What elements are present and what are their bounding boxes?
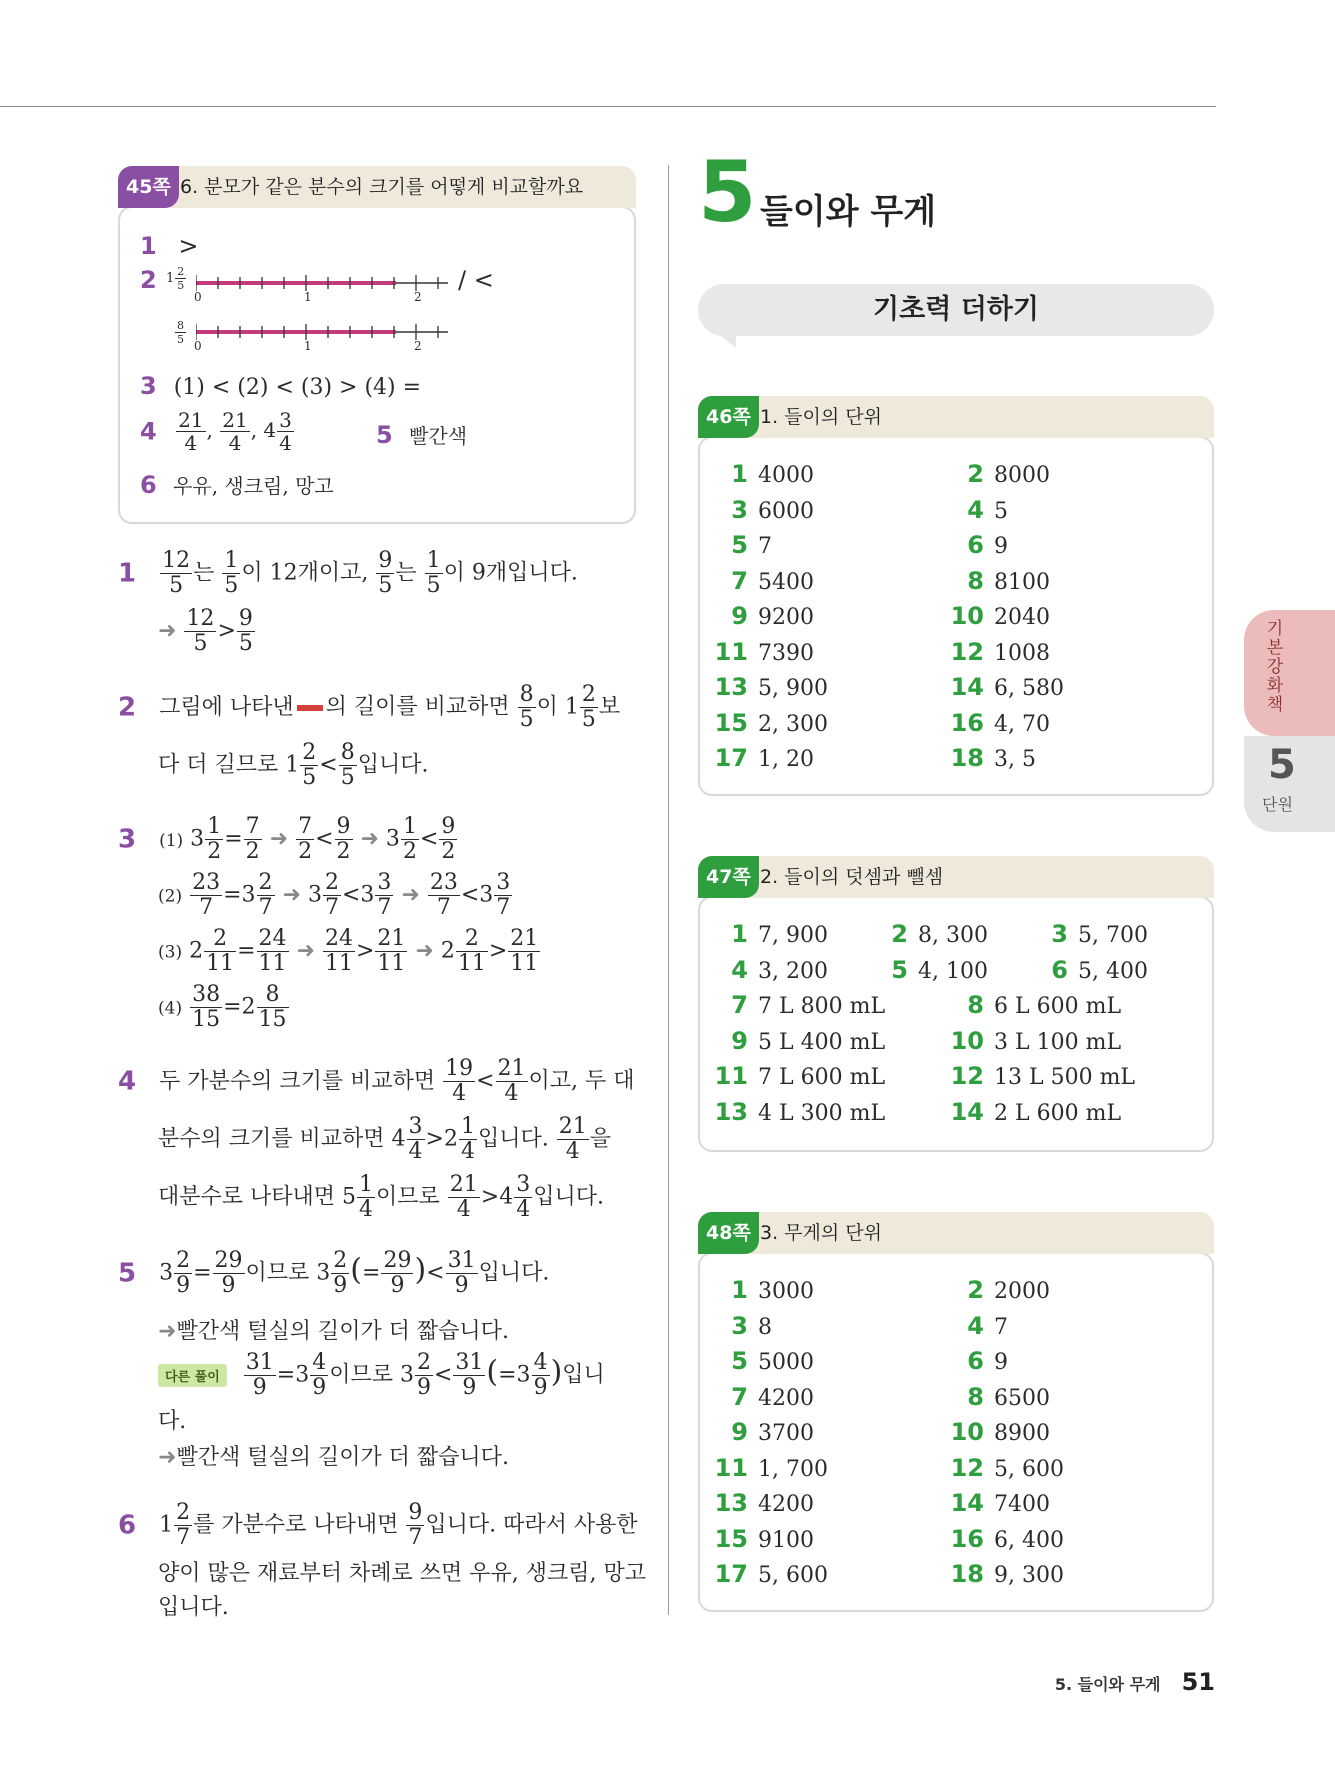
answer-item <box>708 1560 828 1588</box>
explanation-1-result: ➜ $\frac{12}{5}$ > $\frac{9}{5}$ <box>158 606 253 656</box>
explanation-4: 4 두 가분수의 크기를 비교하면 $\frac{19}{4}$ < $\frac{21}{4}$ 이고, 두 대 <box>118 1056 635 1106</box>
side-tab-book[interactable] <box>1244 610 1335 736</box>
top-rule <box>0 106 1216 107</box>
answer-item <box>944 1312 1008 1340</box>
answer-number: 4 <box>967 1311 984 1340</box>
tick-0b: 0 <box>194 339 202 353</box>
answer-item <box>708 991 885 1019</box>
answer-value: 6500 <box>994 1385 1050 1411</box>
answer-number: 14 <box>950 673 984 701</box>
answer-item <box>944 1560 1064 1588</box>
answer-value: 5 L 400 mL <box>758 1029 886 1055</box>
section-title: 기초력 더하기 <box>698 284 1214 336</box>
answer-number: 10 <box>950 1026 984 1055</box>
answer-number: 10 <box>950 1418 984 1446</box>
answer-item <box>708 1062 885 1090</box>
explanation-4-cont: 분수의 크기를 비교하면 4 $\frac{3}{4}$ >2 $\frac{1}{4}$ 입니다. $\frac{21}{4}$ 을 <box>158 1114 611 1164</box>
explanation-5-result: ➜빨간색 털실의 길이가 더 짧습니다. <box>158 1319 509 1344</box>
answer-item <box>708 531 772 559</box>
answer-2-suffix: / < <box>458 266 494 294</box>
answer-value: 7390 <box>758 640 814 666</box>
answer-item <box>868 956 988 984</box>
answer-item <box>708 496 814 524</box>
answer-item <box>708 1098 885 1126</box>
answer-value: 5, 600 <box>994 1456 1064 1482</box>
answer-item <box>944 531 1008 559</box>
answer-value: 3700 <box>758 1421 814 1446</box>
answer-number: 4 <box>731 955 748 984</box>
answer-item <box>944 991 1121 1019</box>
page-footer <box>1055 1668 1215 1696</box>
answer-value: 4200 <box>758 1385 814 1411</box>
answer-item <box>708 956 828 984</box>
answer-box-p45 <box>118 166 636 524</box>
box-title: 1. 들이의 단위 <box>760 406 882 428</box>
answer-number: 13 <box>714 1097 748 1126</box>
answer-number: 8 <box>967 991 984 1019</box>
answer-item <box>708 673 828 701</box>
answer-number: 3 <box>731 1311 748 1340</box>
answer-value: 9, 300 <box>994 1563 1064 1588</box>
answer-item <box>1028 956 1148 984</box>
numberline-1-label: 1 $\frac{2}{5}$ <box>166 265 185 292</box>
answer-number: 9 <box>731 1418 748 1446</box>
answer-value: 9100 <box>758 1527 814 1553</box>
answer-value: 3000 <box>758 1279 814 1304</box>
answer-number: 6 <box>1051 955 1068 984</box>
side-tab-unit[interactable] <box>1244 736 1335 832</box>
answer-number: 6 <box>967 531 984 559</box>
side-tab-label: 기본 강화책 <box>1266 619 1284 715</box>
answer-box-p47 <box>698 856 1214 1152</box>
answer-item <box>708 1383 814 1411</box>
box-title: 2. 들이의 덧셈과 뺄셈 <box>760 866 944 888</box>
answer-number: 1 <box>731 1276 748 1304</box>
answer-value: 13 L 500 mL <box>994 1065 1136 1090</box>
answer-item <box>944 1454 1064 1482</box>
answer-value: 6, 580 <box>994 676 1064 701</box>
answer-value: 4000 <box>758 463 814 488</box>
answer-value: 7 <box>758 534 772 559</box>
box-title: 3. 무게의 단위 <box>760 1222 882 1244</box>
answer-item <box>944 1525 1064 1553</box>
explanation-6: 6 1 $\frac{2}{7}$ 를 가분수로 나타내면 $\frac{9}{7}$ 입니다. 따라서 사용한 <box>118 1500 638 1550</box>
explanation-5-alt-result: ➜빨간색 털실의 길이가 더 짧습니다. <box>158 1445 509 1470</box>
page-number: 51 <box>1181 1668 1215 1696</box>
answer-value: 1, 700 <box>758 1456 828 1482</box>
answer-number: 11 <box>714 637 748 666</box>
answer-number: 14 <box>950 1489 984 1517</box>
answer-number: 7 <box>731 566 748 595</box>
answer-number: 13 <box>714 1489 748 1517</box>
answer-item <box>944 709 1050 737</box>
answer-value: 6 L 600 mL <box>994 994 1122 1019</box>
answer-item <box>708 1276 814 1304</box>
answer-number: 6 <box>967 1347 984 1375</box>
answer-number: 15 <box>714 708 748 737</box>
answer-number: 4 <box>967 495 984 524</box>
footer-title: 5. 들이와 무게 <box>1054 1675 1161 1694</box>
answer-value: 9 <box>994 1350 1008 1375</box>
answer-item <box>944 1098 1121 1126</box>
answer-number: 2 <box>891 920 908 948</box>
answer-number: 3 <box>1051 920 1068 948</box>
answer-item <box>708 1312 772 1340</box>
answer-item <box>708 1525 814 1553</box>
answer-item <box>944 638 1050 666</box>
answer-item <box>944 496 1008 524</box>
explanation-5-alt-cont: 다. <box>158 1409 187 1434</box>
answer-item <box>708 460 814 488</box>
answer-value: 7 L 800 mL <box>758 994 886 1019</box>
answer-number: 16 <box>950 1524 984 1553</box>
explanation-3-2: (2) $\frac{23}{7}$ =3 $\frac{2}{7}$ ➜ 3 $\frac{2}{7}$ <3 $\frac{3}{7}$ ➜ $\frac{23}{7}$ <3 $\frac{3}{7}$ <box>158 870 511 920</box>
tick-2b: 2 <box>414 339 422 353</box>
answer-number: 3 <box>731 495 748 524</box>
answer-4: 4 $\frac{21}{4}$ , $\frac{21}{4}$ , 4 $\frac{3}{4}$ <box>140 408 292 455</box>
box-title: 6. 분모가 같은 분수의 크기를 어떻게 비교할까요 <box>180 176 584 198</box>
answer-item <box>944 1347 1008 1375</box>
answer-number: 17 <box>714 1560 748 1588</box>
answer-box-header <box>118 166 636 208</box>
chapter-number: 5 <box>698 143 757 241</box>
answer-number: 13 <box>714 673 748 701</box>
answer-item <box>708 1454 828 1482</box>
answer-item <box>708 638 814 666</box>
answer-value: 4 L 300 mL <box>758 1100 886 1126</box>
page-badge: 45쪽 <box>118 166 179 208</box>
tick-1: 1 <box>304 290 312 304</box>
answer-value: 5, 900 <box>758 676 828 701</box>
answer-value: 4, 100 <box>918 958 988 984</box>
answer-item <box>944 460 1050 488</box>
answer-value: 7, 900 <box>758 923 828 948</box>
answer-item <box>708 602 814 630</box>
answer-number: 5 <box>731 1347 748 1375</box>
answer-value: 8900 <box>994 1421 1050 1446</box>
answer-number: 12 <box>950 1062 984 1090</box>
answer-number: 10 <box>950 602 984 630</box>
answer-item <box>708 1027 885 1055</box>
answer-box-header <box>698 856 1214 898</box>
explanation-3-3: (3) 2 $\frac{2}{11}$ = $\frac{24}{11}$ ➜ $\frac{24}{11}$ > $\frac{21}{11}$ ➜ 2 $\frac{2}{11}$ > $\frac{21}{11}$ <box>158 926 539 976</box>
explanation-6-cont: 양이 많은 재료부터 차례로 쓰면 우유, 생크림, 망고 <box>158 1561 646 1586</box>
answer-number: 2 <box>967 1276 984 1304</box>
answer-value: 2040 <box>994 605 1050 630</box>
answer-number: 8 <box>967 1382 984 1411</box>
answer-item <box>708 1489 814 1517</box>
answer-item <box>868 920 988 948</box>
answer-box-p46 <box>698 396 1214 796</box>
explanation-3-4: (4) $\frac{38}{15}$ =2 $\frac{8}{15}$ <box>158 982 287 1032</box>
page-badge: 48쪽 <box>698 1212 759 1254</box>
numberline-2-label: $\frac{8}{5}$ <box>177 319 184 346</box>
answer-number: 8 <box>967 566 984 595</box>
answer-number: 1 <box>731 920 748 948</box>
column-divider <box>668 165 669 1615</box>
answer-number: 1 <box>731 460 748 488</box>
answer-value: 5, 400 <box>1078 958 1148 984</box>
answer-value: 1008 <box>994 640 1050 666</box>
answer-value: 2, 300 <box>758 711 828 737</box>
answer-item <box>944 1276 1050 1304</box>
answer-item <box>708 744 814 772</box>
answer-item <box>944 602 1050 630</box>
answer-number: 7 <box>731 1382 748 1411</box>
answer-box-header <box>698 396 1214 438</box>
answer-number: 18 <box>950 1560 984 1588</box>
answer-item <box>944 567 1050 595</box>
answer-value: 3, 200 <box>758 958 828 984</box>
explanation-2: 2 그림에 나타낸 의 길이를 비교하면 $\frac{8}{5}$ 이 1 $\frac{2}{5}$ 보 <box>118 682 621 732</box>
answer-number: 5 <box>891 955 908 984</box>
explanation-1: 1 $\frac{12}{5}$ 는 $\frac{1}{5}$ 이 12개이고, $\frac{9}{5}$ 는 $\frac{1}{5}$ 이 9개입니다. <box>118 548 578 598</box>
answer-item <box>708 1347 814 1375</box>
answer-number: 17 <box>714 744 748 772</box>
answer-1: 1 > <box>140 232 199 260</box>
answer-item <box>708 567 814 595</box>
answer-number: 12 <box>950 637 984 666</box>
answer-number: 16 <box>950 708 984 737</box>
answer-item <box>944 673 1064 701</box>
answer-value: 5, 700 <box>1078 923 1148 948</box>
answer-value: 1, 20 <box>758 747 814 772</box>
explanation-4-cont2: 대분수로 나타내면 5 $\frac{1}{4}$ 이므로 $\frac{21}{4}$ >4 $\frac{3}{4}$ 입니다. <box>158 1172 604 1222</box>
answer-item <box>944 744 1036 772</box>
answer-value: 5400 <box>758 569 814 595</box>
tick-2: 2 <box>414 290 422 304</box>
answer-value: 8100 <box>994 569 1050 595</box>
answer-value: 9 <box>994 534 1008 559</box>
answer-item <box>944 1062 1135 1090</box>
answer-number: 15 <box>714 1524 748 1553</box>
answer-value: 6000 <box>758 498 814 524</box>
explanation-3-1: 3 (1) 3 $\frac{1}{2}$ = $\frac{7}{2}$ ➜ $\frac{7}{2}$ < $\frac{9}{2}$ ➜ 3 $\frac{1}{2}$ < $\frac{9}{2}$ <box>118 814 456 864</box>
answer-value: 5, 600 <box>758 1563 828 1588</box>
answer-item <box>708 1418 814 1446</box>
answer-box-p48 <box>698 1212 1214 1612</box>
answer-item <box>1028 920 1148 948</box>
answer-number: 9 <box>731 602 748 630</box>
answer-number: 14 <box>950 1097 984 1126</box>
answer-value: 2 L 600 mL <box>994 1100 1122 1126</box>
answer-value: 7 L 600 mL <box>758 1065 886 1090</box>
answer-2: 2 <box>140 266 157 294</box>
answer-box-header <box>698 1212 1214 1254</box>
explanation-2-cont: 다 더 길므로 1 $\frac{2}{5}$ < $\frac{8}{5}$ 입니다. <box>158 740 429 790</box>
answer-6: 6 우유, 생크림, 망고 <box>140 471 334 499</box>
unit-number: 5 <box>1268 742 1296 788</box>
answer-value: 7400 <box>994 1492 1050 1517</box>
answer-number: 9 <box>731 1026 748 1055</box>
explanation-6-cont2: 입니다. <box>158 1595 229 1620</box>
answer-value: 8 <box>758 1314 772 1340</box>
tick-1b: 1 <box>304 339 312 353</box>
answer-value: 5 <box>994 498 1008 524</box>
answer-value: 9200 <box>758 605 814 630</box>
answer-item <box>944 1489 1050 1517</box>
answer-value: 8, 300 <box>918 923 988 948</box>
answer-value: 4, 70 <box>994 711 1050 737</box>
answer-value: 7 <box>994 1314 1008 1340</box>
answer-value: 8000 <box>994 463 1050 488</box>
answer-item <box>708 920 828 948</box>
answer-number: 2 <box>967 460 984 488</box>
unit-label: 단원 <box>1262 795 1293 814</box>
answer-value: 3 L 100 mL <box>994 1029 1122 1055</box>
page-badge: 46쪽 <box>698 396 759 438</box>
answer-3: 3 (1) < (2) < (3) > (4) = <box>140 372 422 400</box>
answer-item <box>944 1383 1050 1411</box>
answer-item <box>708 709 828 737</box>
answer-number: 7 <box>731 991 748 1019</box>
explanation-5: 5 3 $\frac{2}{9}$ = $\frac{29}{9}$ 이므로 3 $\frac{2}{9}$ (= $\frac{29}{9}$ )< $\frac{31}{9}$ 입니다. <box>118 1248 550 1298</box>
red-line-icon <box>297 705 323 711</box>
explanation-5-alt: 다른 풀이 $\frac{31}{9}$ =3 $\frac{4}{9}$ 이므로 3 $\frac{2}{9}$ < $\frac{31}{9}$ (=3 $\frac{4}{9}$ )입니 <box>158 1352 605 1399</box>
alt-solution-tag: 다른 풀이 <box>158 1364 227 1387</box>
answer-number: 5 <box>731 531 748 559</box>
answer-number: 11 <box>714 1062 748 1090</box>
answer-item <box>944 1027 1121 1055</box>
tick-0: 0 <box>194 290 202 304</box>
answer-value: 2000 <box>994 1279 1050 1304</box>
answer-number: 11 <box>714 1453 748 1482</box>
answer-value: 3, 5 <box>994 747 1036 772</box>
page-badge: 47쪽 <box>698 856 759 898</box>
answer-value: 6, 400 <box>994 1527 1064 1553</box>
answer-value: 4200 <box>758 1492 814 1517</box>
answer-item <box>944 1418 1050 1446</box>
answer-number: 12 <box>950 1453 984 1482</box>
answer-number: 18 <box>950 744 984 772</box>
answer-value: 5000 <box>758 1350 814 1375</box>
chapter-title: 들이와 무게 <box>760 192 937 232</box>
answer-5: 5 빨간색 <box>376 421 468 449</box>
